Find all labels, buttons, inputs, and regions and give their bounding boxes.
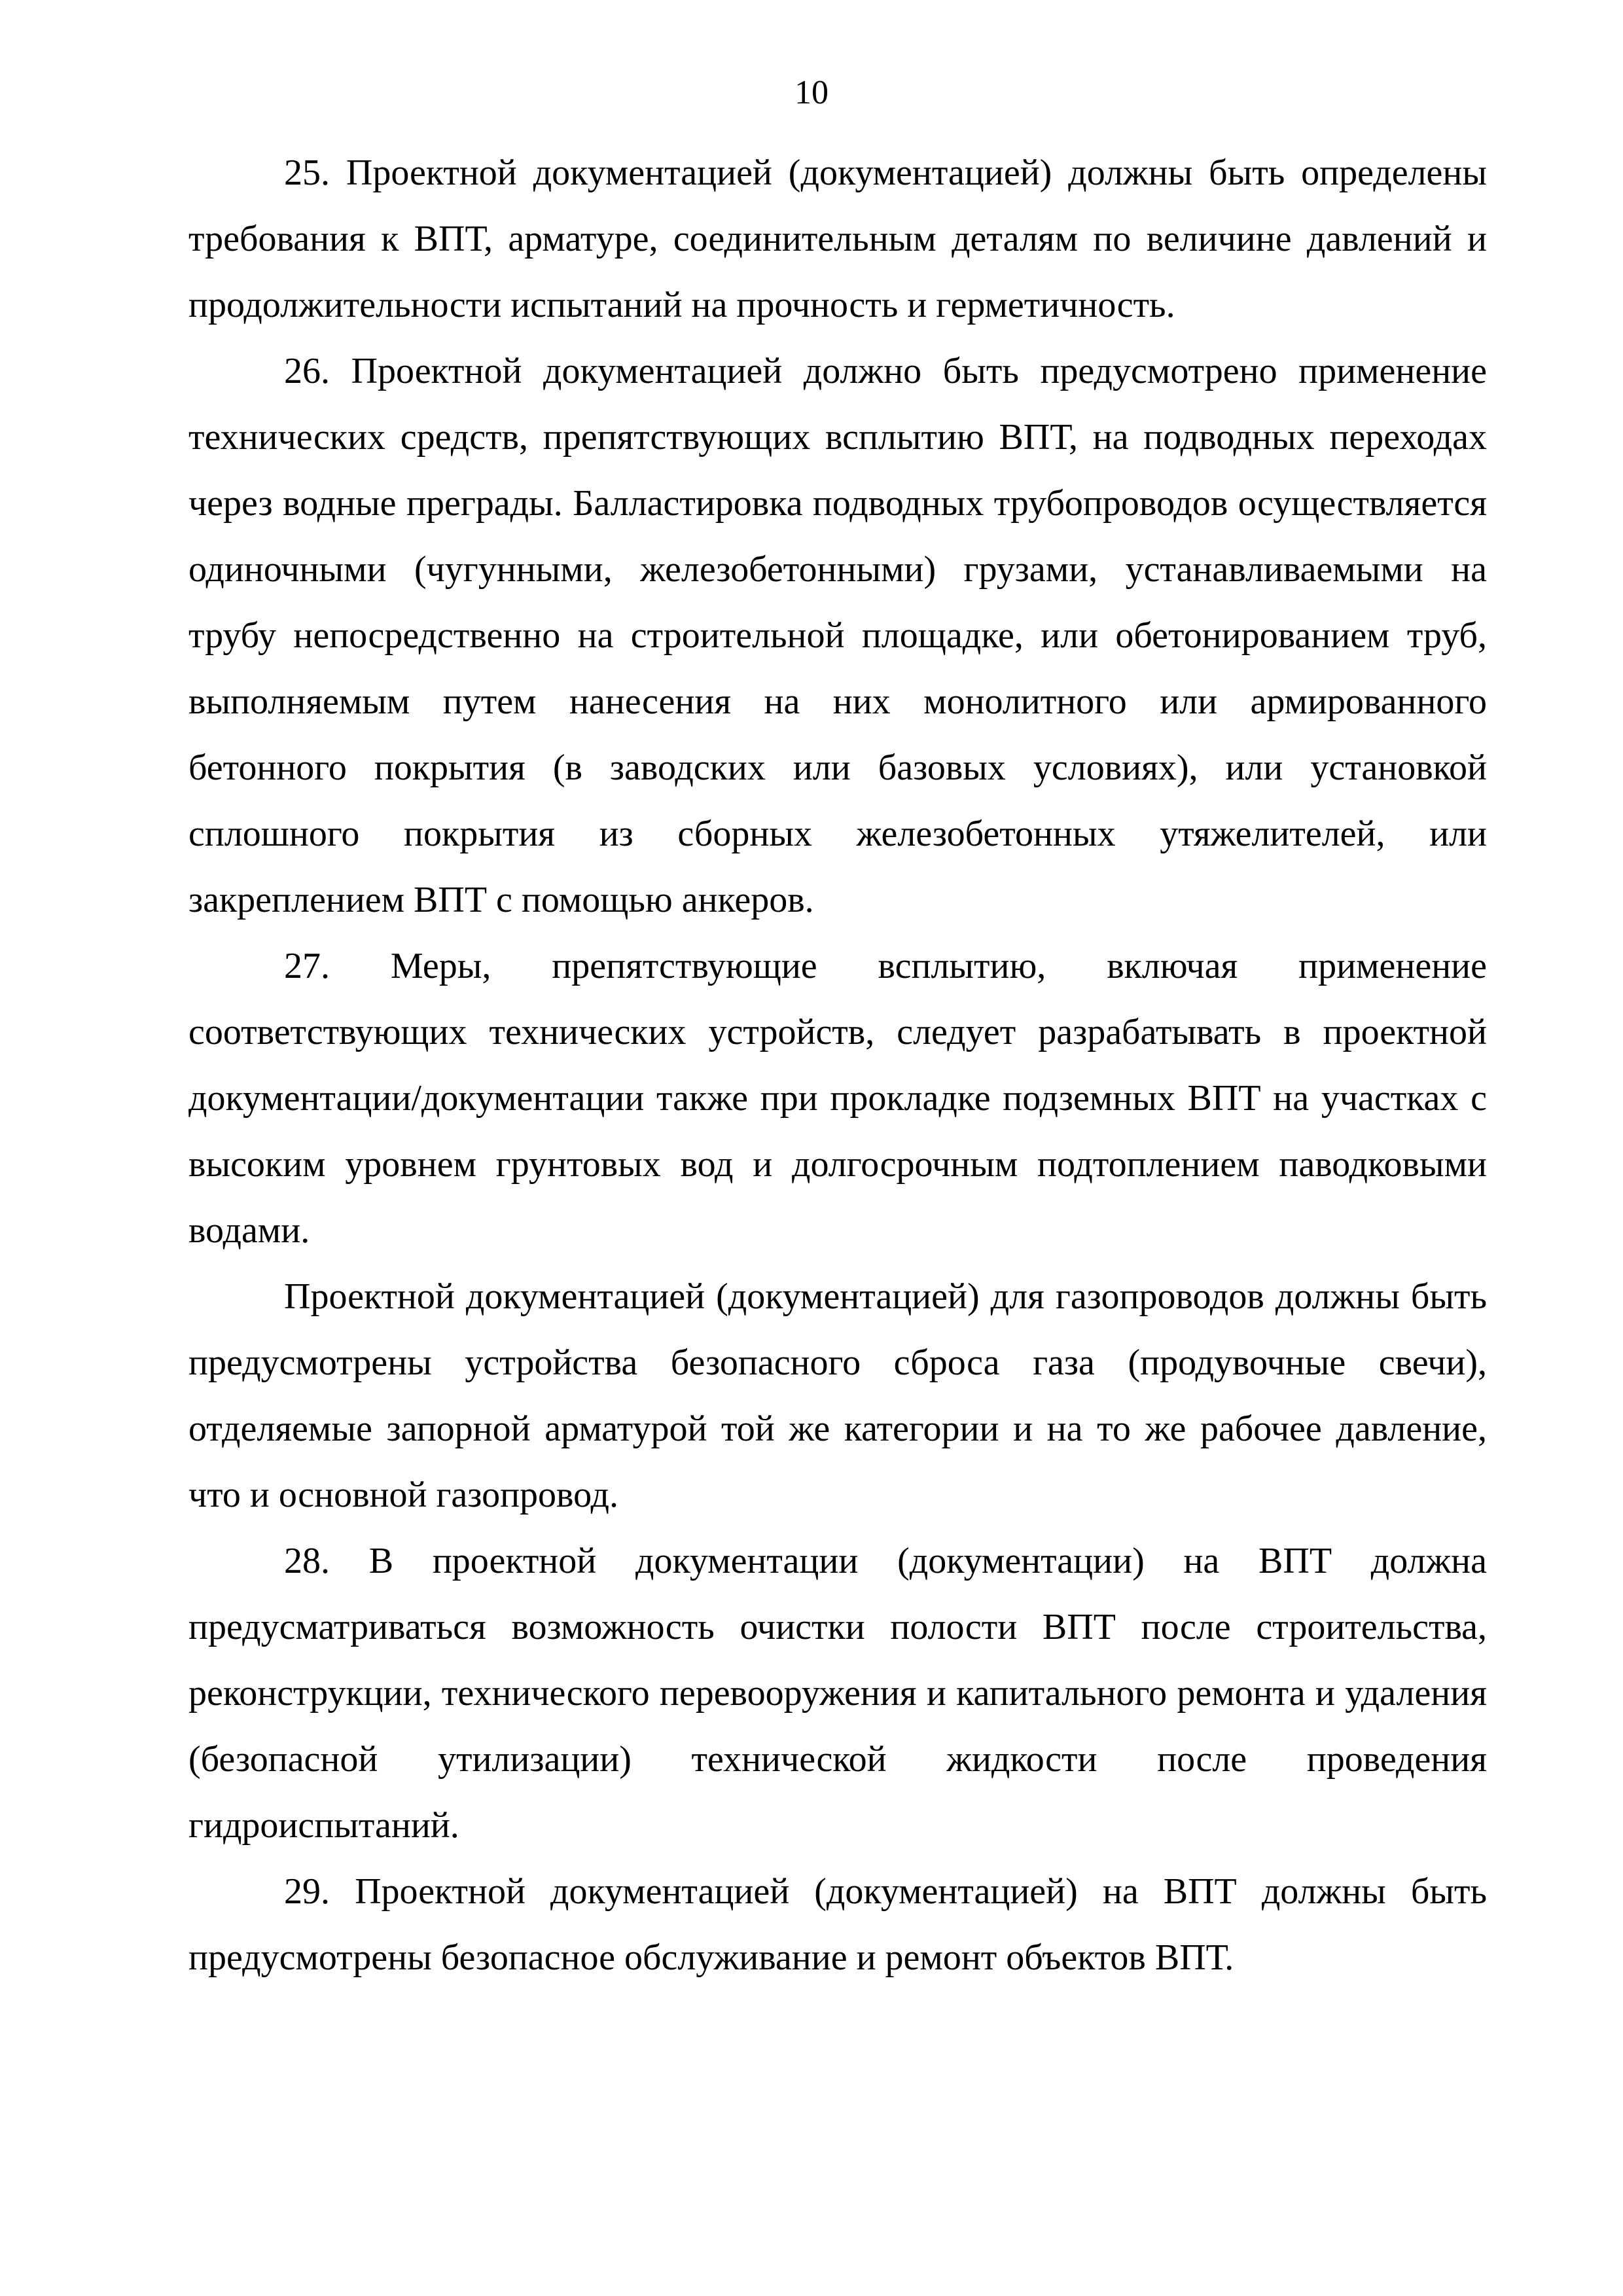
- paragraph-27: 27. Меры, препятствующие всплытию, включая применение соответствующих технических устройств, следует разрабатывать в проектной документации/документации также при прокладке подземных ВПТ на участках с высоким уровнем грунтовых вод и долгосрочным подтоплением паводковыми водами.: [188, 946, 1487, 1251]
- paragraph-29: 29. Проектной документацией (документацией) на ВПТ должны быть предусмотрены безопасное обслуживание и ремонт объектов ВПТ.: [188, 1871, 1487, 1978]
- document-body: [188, 140, 1487, 1991]
- page-number: 10: [794, 74, 829, 111]
- paragraph-26: 26. Проектной документацией должно быть предусмотрено применение технических средств, препятствующих всплытию ВПТ, на подводных переходах через водные преграды. Балластировка подводных трубопроводов осуществляется одиночными (чугунными, железобетонными) грузами, устанавливаемыми на трубу непосредственно на строительной площадке, или обетонированием труб, выполняемым путем нанесения на них монолитного или армированного бетонного покрытия (в заводских или базовых условиях), или установкой сплошного покрытия из сборных железобетонных утяжелителей, или закреплением ВПТ с помощью анкеров.: [188, 351, 1487, 920]
- paragraph-27-gas: Проектной документацией (документацией) для газопроводов должны быть предусмотрены устройства безопасного сброса газа (продувочные свечи), отделяемые запорной арматурой той же категории и на то же рабочее давление, что и основной газопровод.: [188, 1276, 1487, 1515]
- paragraph-25: 25. Проектной документацией (документацией) должны быть определены требования к ВПТ, арматуре, соединительным деталям по величине давлений и продолжительности испытаний на прочность и герметичность.: [188, 152, 1487, 325]
- paragraph-28: 28. В проектной документации (документации) на ВПТ должна предусматриваться возможность очистки полости ВПТ после строительства, реконструкции, технического перевооружения и капитального ремонта и удаления (безопасной утилизации) технической жидкости после проведения гидроиспытаний.: [188, 1541, 1487, 1846]
